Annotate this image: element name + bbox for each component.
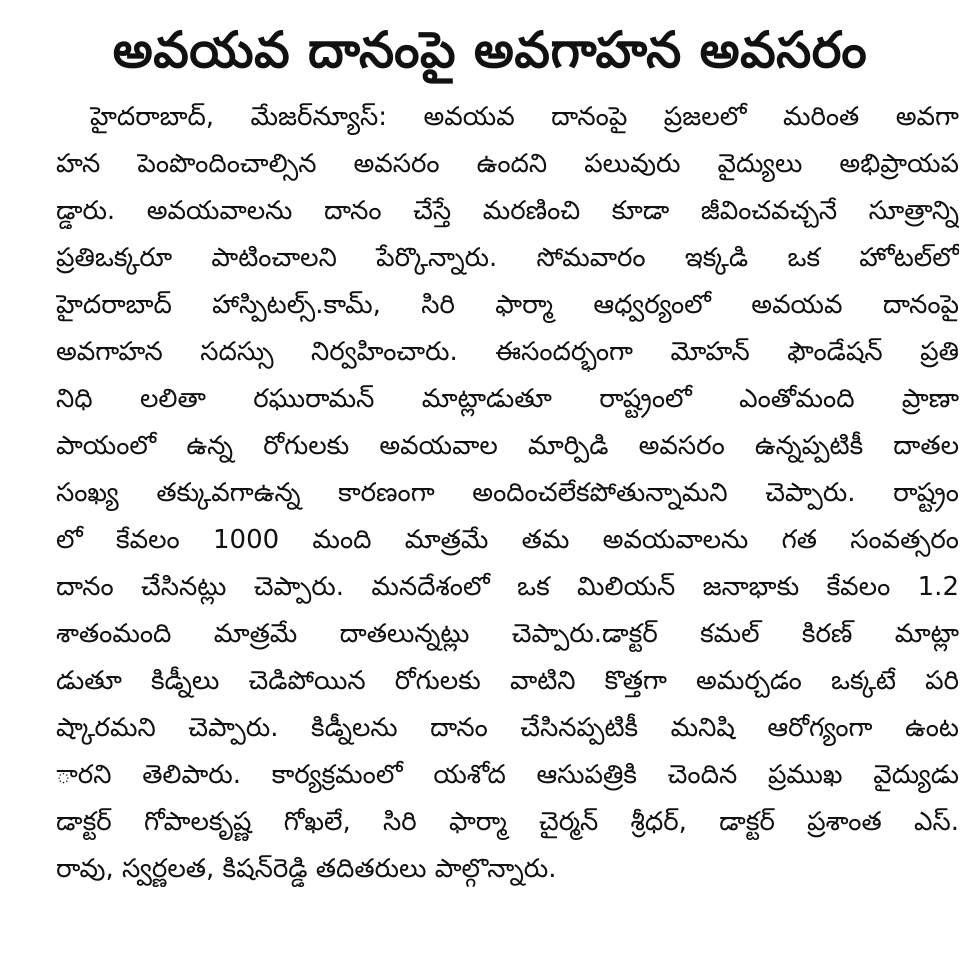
article-line: దానం చేసినట్లు చెప్పారు. మనదేశంలో ఒక మిలియన్ జనాభాకు కేవలం 1.2: [56, 572, 959, 602]
article-line: అవగాహన సదస్సు నిర్వహించారు. ఈసందర్భంగా మోహన్ ఫౌండేషన్ ప్రతి: [56, 337, 959, 367]
article-headline: అవయవ దానంపై అవగాహన అవసరం: [112, 21, 868, 79]
article-line: ప్రతిఒక్కరూ పాటించాలని పేర్కొన్నారు. సోమవారం ఇక్కడి ఒక హోటల్‌లో: [56, 243, 959, 273]
article-line: సంఖ్య తక్కువగాఉన్న కారణంగా అందించలేకపోతున్నామని చెప్పారు. రాష్ట్రం: [56, 478, 959, 508]
article-line: డాక్టర్ గోపాలకృష్ణ గోఖలే, సిరి ఫార్మా చైర్మన్ శ్రీధర్, డాక్టర్ ప్రశాంత ఎస్.: [56, 807, 959, 837]
article-line: రావు, స్వర్ణలత, కిషన్‌రెడ్డి తదితరులు పాల్గొన్నారు.: [56, 854, 557, 884]
article-line: నిధి లలితా రఘురామన్ మాట్లాడుతూ రాష్ట్రంలో ఎంతోమంది ప్రాణా: [56, 384, 959, 414]
article-line: హైదరాబాద్ హాస్పిటల్స్.కామ్, సిరి ఫార్మా ఆధ్వర్యంలో అవయవ దానంపై: [56, 290, 959, 320]
article-line: హైదరాబాద్, మేజర్‌న్యూస్: అవయవ దానంపై ప్రజలలో మరింత అవగా: [90, 102, 959, 132]
article-line: డుతూ కిడ్నీలు చెడిపోయిన రోగులకు వాటిని కొత్తగా అమర్చడం ఒక్కటే పరి: [56, 666, 959, 696]
article-line: హన పెంపొందించాల్సిన అవసరం ఉందని పలువురు వైద్యులు అభిప్రాయప: [56, 149, 959, 179]
article-line: ష్కారమని చెప్పారు. కిడ్నీలను దానం చేసినప్పటికీ మనిషి ఆరోగ్యంగా ఉంట: [56, 713, 959, 743]
article-line: శాతంమంది మాత్రమే దాతలున్నట్లు చెప్పారు.డాక్టర్ కమల్ కిరణ్ మాట్లా: [56, 619, 959, 649]
article-line: లో కేవలం 1000 మంది మాత్రమే తమ అవయవాలను గత సంవత్సరం: [56, 525, 959, 555]
article-line: పాయంలో ఉన్న రోగులకు అవయవాల మార్పిడి అవసరం ఉన్నప్పటికీ దాతల: [56, 431, 959, 461]
article-line: డ్డారు. అవయవాలను దానం చేస్తే మరణించి కూడా జీవించవచ్చనే సూత్రాన్ని: [56, 196, 959, 226]
article-line: ారని తెలిపారు. కార్యక్రమంలో యశోద ఆసుపత్రికి చెందిన ప్రముఖ వైద్యుడు: [56, 760, 959, 790]
